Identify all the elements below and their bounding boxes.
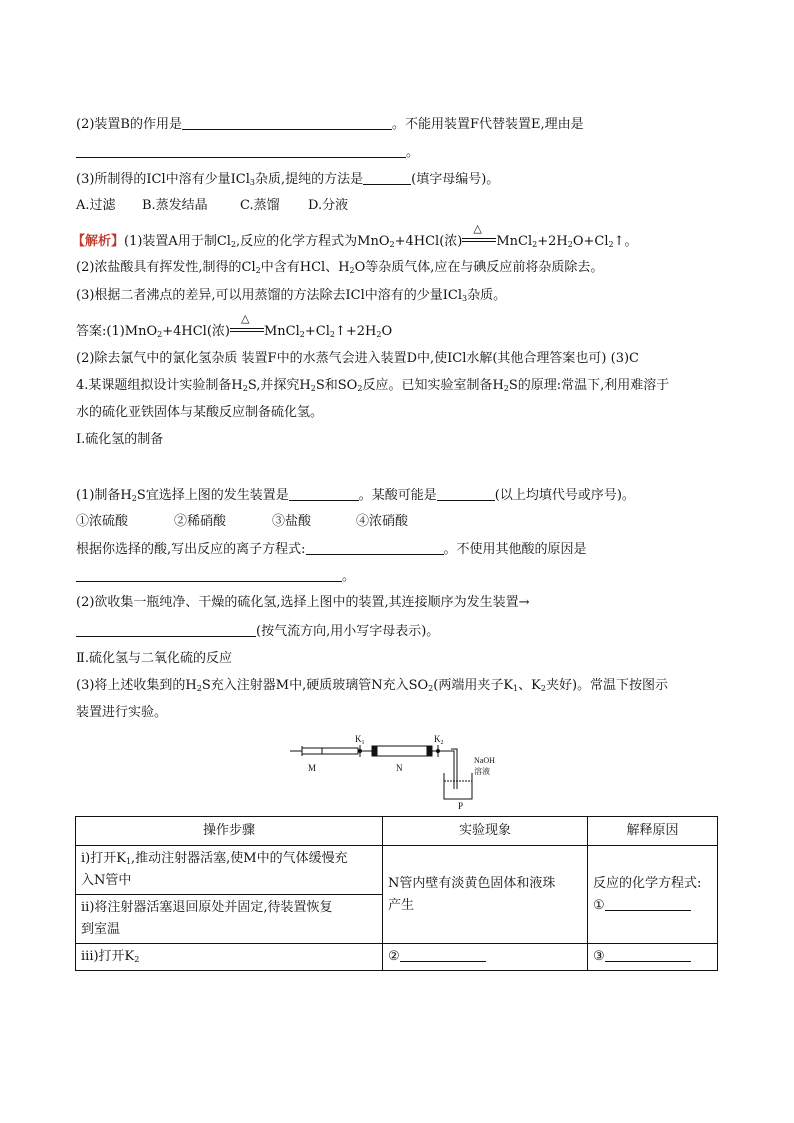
subscript: 2 (329, 330, 335, 339)
q4-ionic-eq-line (76, 540, 587, 559)
subscript: 2 (503, 384, 509, 393)
answer-blank[interactable] (437, 486, 495, 501)
q4-line2: 水的硫化亚铁固体与某酸反应制备硫化氢。 (76, 405, 324, 420)
q4-part3-cont: 装置进行实验。 (76, 705, 168, 720)
subscript: 2 (357, 384, 363, 393)
q2-text: 。 (406, 145, 420, 160)
step-1 (76, 846, 383, 895)
q4-text: (两端用夹子K (433, 678, 514, 693)
answer-text: +4HCl(浓) (162, 324, 230, 339)
q4-text: (1)制备H (76, 488, 132, 503)
phenomenon-cell (383, 846, 588, 944)
heating-equals-sign (462, 222, 496, 246)
apparatus-diagram (288, 733, 508, 813)
subscript: 2 (608, 240, 614, 249)
circled-1: ① (593, 897, 605, 913)
reason-blank-cell (588, 944, 718, 971)
q4-text: 、K (518, 678, 541, 693)
q2-text: 。不能用装置F代替装置E,理由是 (391, 117, 584, 132)
analysis-text: ,反应的化学方程式为MnO (236, 234, 390, 249)
q4-text: (以上均填代号或序号)。 (494, 488, 635, 503)
answer-blank[interactable] (400, 947, 486, 962)
step-text: ii)将注射器活塞退回原处并固定,待装置恢复 (81, 900, 333, 915)
subscript: 2 (134, 955, 140, 964)
subscript: 2 (242, 384, 248, 393)
q4-text: 根据你选择的酸,写出反应的离子方程式: (76, 542, 306, 557)
answer-text: +Cl (304, 324, 330, 339)
label-m: M (308, 763, 317, 773)
subscript: 2 (230, 240, 237, 249)
subscript: 1 (125, 857, 132, 866)
acid-options (76, 513, 408, 531)
q4-text: 反应。已知实验室制备H (362, 378, 504, 393)
answer-line1 (76, 312, 393, 341)
phenomenon-blank-cell (383, 944, 588, 971)
answer-blank[interactable] (182, 115, 392, 130)
subscript: 2 (310, 384, 316, 393)
subscript: 2 (532, 240, 538, 249)
answer-text: ↑+2H (334, 324, 377, 339)
step-text: 到室温 (81, 922, 121, 937)
answer-text: 答案:(1)MnO (76, 324, 158, 339)
subscript: 3 (249, 178, 255, 187)
subscript: 2 (131, 494, 137, 503)
analysis-text: (1)装置A用于制Cl (124, 234, 231, 249)
answer-blank[interactable] (306, 540, 444, 555)
q4-text: 。不使用其他酸的原因是 (443, 542, 587, 557)
q4-part1 (76, 486, 635, 505)
q4-text: 。 (342, 569, 356, 584)
label-p: P (458, 801, 464, 811)
option-a: A.过滤 (76, 198, 116, 213)
subscript: 2 (349, 266, 355, 275)
analysis-text: +2H (537, 234, 568, 249)
heat-triangle-icon: △ (240, 312, 250, 325)
analysis-text: MnCl (496, 234, 533, 249)
reason-text: 反应的化学方程式: (593, 875, 702, 891)
subscript: 2 (376, 330, 382, 339)
analysis-text: O等杂质气体,应在与碘反应前将杂质除去。 (354, 260, 604, 275)
q4-text: (按气流方向,用小写字母表示)。 (256, 624, 440, 639)
analysis-text: O+Cl (572, 234, 609, 249)
answer-text: O (381, 324, 393, 339)
q2-line2 (76, 143, 419, 162)
q4-text: 夹好)。常温下按图示 (545, 678, 669, 693)
analysis-tag: 【解析】 (72, 234, 125, 249)
step-text: iii)打开K (81, 949, 135, 964)
q3-text: 杂质,提纯的方法是 (255, 172, 364, 187)
step-2 (76, 895, 383, 944)
q4-reason-line (76, 567, 355, 586)
answer-blank[interactable] (605, 896, 691, 911)
label-k2: $K_2$ (434, 734, 444, 746)
answer-blank[interactable] (363, 170, 411, 185)
q4-text: 4.某课题组拟设计实验制备H (76, 378, 243, 393)
q4-text: S充入注射器M中,硬质玻璃管N充入SO (201, 678, 429, 693)
analysis-line1 (72, 222, 638, 251)
reason-cell (588, 846, 718, 944)
step-text: ,推动注射器活塞,使M中的气体缓慢充 (131, 851, 348, 866)
analysis-text: +4HCl(浓) (394, 234, 463, 249)
step-text: 入N管中 (81, 873, 132, 888)
q4-text: 。某酸可能是 (358, 488, 437, 503)
subscript: 2 (157, 330, 163, 339)
header-reason: 解释原因 (588, 817, 718, 846)
table-row (76, 846, 718, 895)
heating-equals-sign (230, 312, 264, 336)
q4-text: (3)将上述收集到的H (76, 678, 197, 693)
circled-2: ② (388, 949, 400, 964)
subscript: 1 (513, 684, 519, 693)
answer-blank[interactable] (76, 143, 406, 158)
label-k1: $K_1$ (355, 734, 365, 746)
subscript: 2 (255, 266, 261, 275)
step-3 (76, 944, 383, 971)
subscript: 2 (196, 684, 202, 693)
answer-blank[interactable] (605, 947, 691, 962)
subscript: 2 (299, 330, 305, 339)
q4-text: S的原理:常温下,利用难溶于 (508, 378, 670, 393)
q3-options (76, 197, 348, 215)
acid-option-3: ③盐酸 (272, 514, 312, 529)
answer-line2: (2)除去氯气中的氯化氢杂质 装置F中的水蒸气会进入装置D中,使ICl水解(其他合理答案也可) (3)C (76, 351, 639, 366)
q4-text: S和SO (315, 378, 358, 393)
option-b: B.蒸发结晶 (142, 198, 208, 213)
beaker-p (444, 773, 472, 799)
q4-order-line (76, 622, 439, 641)
q4-text: S宜选择上图的发生装置是 (136, 488, 289, 503)
q4-part3 (76, 677, 668, 695)
analysis-text: (2)浓盐酸具有挥发性,制得的Cl (76, 260, 256, 275)
subscript: 2 (540, 684, 546, 693)
q3-line (76, 170, 499, 189)
glass-tube-n (372, 746, 432, 756)
q4-text: S,并探究H (247, 378, 311, 393)
syringe-m (302, 748, 358, 754)
analysis-text: 杂质。 (467, 288, 507, 303)
header-phenomenon: 实验现象 (383, 817, 588, 846)
section-heading-2: Ⅱ.硫化氢与二氧化硫的反应 (76, 651, 232, 666)
experiment-table (75, 816, 718, 971)
answer-blank[interactable] (76, 622, 256, 637)
option-c: C.蒸馏 (240, 198, 280, 213)
analysis-text: 中含有HCl、H (260, 260, 350, 275)
phenomenon-text: 产生 (388, 897, 415, 913)
section-heading-1: Ⅰ.硫化氢的制备 (76, 432, 164, 447)
q3-text: (填字母编号)。 (411, 172, 500, 187)
label-naoh: NaOH (474, 756, 495, 765)
subscript: 2 (389, 240, 395, 249)
header-steps: 操作步骤 (76, 817, 383, 846)
analysis-line2 (76, 259, 603, 277)
acid-option-2: ②稀硝酸 (174, 514, 227, 529)
q4-line1 (76, 377, 669, 395)
phenomenon-text: N管内壁有淡黄色固体和液珠 (388, 875, 556, 891)
table-row (76, 944, 718, 971)
label-solution: 溶液 (474, 767, 490, 776)
analysis-line3 (76, 287, 506, 305)
subscript: 3 (462, 294, 468, 303)
analysis-text: (3)根据二者沸点的差异,可以用蒸馏的方法除去ICl中溶有的少量ICl (76, 288, 463, 303)
q2-line1 (76, 115, 584, 134)
acid-option-4: ④浓硝酸 (356, 514, 409, 529)
answer-text: MnCl (263, 324, 300, 339)
subscript: 2 (567, 240, 573, 249)
subscript: 2 (428, 684, 434, 693)
q2-text: (2)装置B的作用是 (76, 117, 182, 132)
q3-text: (3)所制得的ICl中溶有少量ICl (76, 172, 250, 187)
option-d: D.分液 (308, 198, 349, 213)
answer-blank[interactable] (76, 567, 342, 582)
answer-blank[interactable] (289, 486, 359, 501)
q4-part2: (2)欲收集一瓶纯净、干燥的硫化氢,选择上图中的装置,其连接顺序为发生装置→ (76, 595, 530, 610)
analysis-text: ↑。 (613, 234, 638, 249)
label-n: N (396, 763, 403, 773)
acid-option-1: ①浓硫酸 (76, 514, 129, 529)
heat-triangle-icon: △ (473, 222, 482, 235)
circled-3: ③ (593, 949, 605, 964)
table-header-row (76, 817, 718, 846)
step-text: i)打开K (81, 851, 126, 866)
